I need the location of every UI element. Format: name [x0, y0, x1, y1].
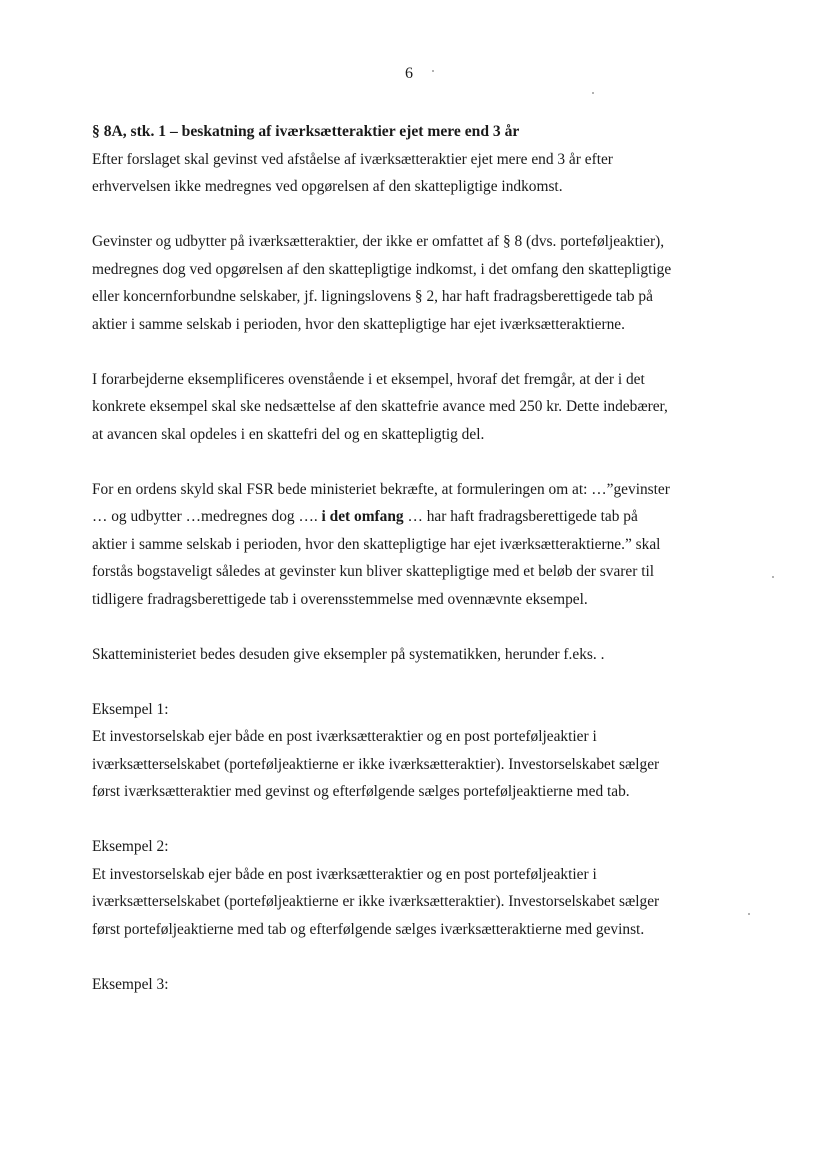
text-line: aktier i samme selskab i perioden, hvor den skattepligtige har ejet iværksætteraktierne.” skal — [92, 535, 661, 553]
paragraph-gap — [92, 613, 760, 641]
text-line: Gevinster og udbytter på iværksætteraktier, der ikke er omfattet af § 8 (dvs. porteføljeaktier), — [92, 233, 665, 250]
example-2 — [92, 833, 760, 943]
paragraph-1 — [92, 146, 760, 201]
example-3 — [92, 971, 760, 999]
paragraph-gap — [92, 448, 760, 476]
paragraph-gap — [92, 338, 760, 366]
scan-speck — [432, 70, 434, 72]
paragraph-gap — [92, 806, 760, 834]
scan-speck — [748, 913, 750, 915]
section-heading: § 8A, stk. 1 – beskatning af iværksætteraktier ejet mere end 3 år — [92, 123, 520, 140]
text-line: at avancen skal opdeles i en skattefri del og en skattepligtig del. — [92, 425, 485, 443]
text-line: iværksætterselskabet (porteføljeaktierne er ikke iværksætteraktier). Investorselskabet sælger — [92, 893, 660, 910]
text-segment: … og udbytter …medregnes dog …. — [92, 508, 322, 525]
paragraph-gap — [92, 201, 760, 229]
text-line: aktier i samme selskab i perioden, hvor den skattepligtige har ejet iværksætteraktierne. — [92, 315, 625, 333]
paragraph-5 — [92, 641, 760, 669]
text-line: iværksætterselskabet (porteføljeaktierne er ikke iværksætteraktier). Investorselskabet sælger — [92, 755, 660, 773]
text-line: først porteføljeaktierne med tab og efterfølgende sælges iværksætteraktierne med gevinst. — [92, 920, 645, 938]
example-1 — [92, 696, 760, 806]
document-body — [92, 118, 760, 998]
text-line: konkrete eksempel skal ske nedsættelse af den skattefrie avance med 250 kr. Dette indebærer, — [92, 398, 668, 415]
scan-speck — [772, 576, 774, 578]
page-number: 6 — [405, 65, 413, 82]
scan-speck — [592, 92, 594, 94]
text-segment: … har haft fradragsberettigede tab på — [403, 508, 638, 525]
text-line: erhvervelsen ikke medregnes ved opgørelsen af den skattepligtige indkomst. — [92, 178, 563, 195]
text-line: Skatteministeriet bedes desuden give eksempler på systematikken, herunder f.eks. . — [92, 645, 605, 663]
example-title: Eksempel 3: — [92, 975, 169, 993]
text-line: Efter forslaget skal gevinst ved afståelse af iværksætteraktier ejet mere end 3 år efter — [92, 150, 613, 168]
text-line: Et investorselskab ejer både en post iværksætteraktier og en post porteføljeaktier i — [92, 865, 597, 883]
emphasis-text: i det omfang — [321, 508, 404, 525]
text-line: Et investorselskab ejer både en post iværksætteraktier og en post porteføljeaktier i — [92, 728, 597, 745]
paragraph-3 — [92, 366, 760, 449]
text-line: I forarbejderne eksemplificeres ovenstående i et eksempel, hvoraf det fremgår, at der i det — [92, 370, 645, 388]
text-line: eller koncernforbundne selskaber, jf. ligningslovens § 2, har haft fradragsberettigede tab på — [92, 288, 653, 305]
text-line-mixed — [92, 503, 760, 531]
text-line: For en ordens skyld skal FSR bede ministeriet bekræfte, at formuleringen om at: …”gevinster — [92, 480, 670, 498]
text-line: forstås bogstaveligt således at gevinster kun bliver skattepligtige med et beløb der svarer til — [92, 563, 655, 580]
example-title: Eksempel 1: — [92, 700, 169, 718]
paragraph-4 — [92, 476, 760, 614]
text-line: medregnes dog ved opgørelsen af den skattepligtige indkomst, i det omfang den skattepligtige — [92, 260, 672, 278]
text-line: tidligere fradragsberettigede tab i overensstemmelse med ovennævnte eksempel. — [92, 590, 588, 608]
paragraph-gap — [92, 943, 760, 971]
text-line: først iværksætteraktier med gevinst og efterfølgende sælges porteføljeaktierne med tab. — [92, 783, 630, 800]
paragraph-2 — [92, 228, 760, 338]
paragraph-gap — [92, 668, 760, 696]
example-title: Eksempel 2: — [92, 838, 169, 855]
